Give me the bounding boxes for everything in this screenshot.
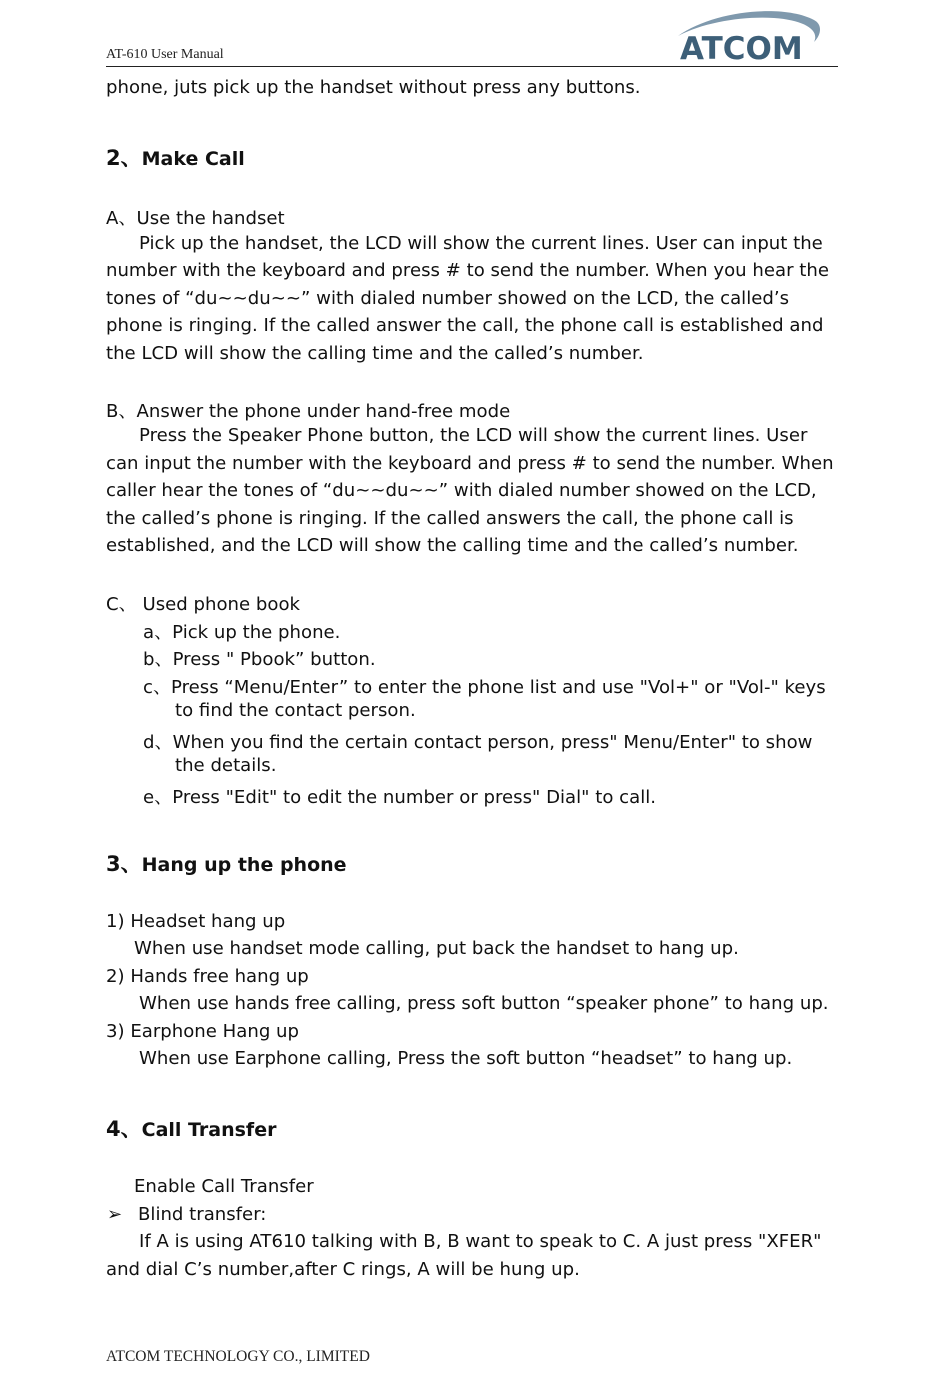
- paragraph-line: If A is using AT610 talking with B, B want to speak to C. A just press "XFER": [139, 1231, 822, 1252]
- header-title: AT-610 User Manual: [106, 47, 224, 62]
- item-description: When use hands free calling, press soft button “speaker phone” to hang up.: [139, 993, 829, 1014]
- item-description: When use handset mode calling, put back the handset to hang up.: [134, 938, 739, 959]
- section-number: 3、: [106, 852, 142, 876]
- section-number: 2、: [106, 146, 142, 170]
- numbered-item: 3) Earphone Hang up: [106, 1021, 300, 1042]
- intro-text: phone, juts pick up the handset without press any buttons.: [106, 77, 641, 98]
- paragraph-line: Pick up the handset, the LCD will show the current lines. User can input the: [139, 233, 823, 254]
- section-title: Make Call: [141, 148, 245, 170]
- list-item: d、When you find the certain contact person, press" Menu/Enter" to show: [143, 732, 813, 753]
- paragraph-line: Press the Speaker Phone button, the LCD will show the current lines. User: [139, 425, 808, 446]
- list-item-continuation: to find the contact person.: [175, 700, 416, 721]
- list-item: b、Press " Pbook” button.: [143, 649, 376, 670]
- item-description: When use Earphone calling, Press the soft button “headset” to hang up.: [139, 1048, 793, 1069]
- list-item-continuation: the details.: [175, 755, 277, 776]
- numbered-item: 1) Headset hang up: [106, 911, 286, 932]
- list-item: e、Press "Edit" to edit the number or press" Dial" to call.: [143, 787, 657, 808]
- section-heading-call-transfer: [106, 1113, 276, 1143]
- arrow-bullet-icon: ➢: [107, 1204, 123, 1225]
- logo-text: ATCOM: [680, 31, 803, 66]
- bullet-item: Blind transfer:: [138, 1204, 267, 1225]
- paragraph-line: number with the keyboard and press # to send the number. When you hear the: [106, 260, 829, 281]
- section-heading-hang-up: [106, 848, 347, 878]
- paragraph-line: the called’s phone is ringing. If the called answers the call, the phone call is: [106, 508, 794, 529]
- header-rule: [106, 66, 838, 67]
- subsection-title: B、Answer the phone under hand-free mode: [106, 401, 511, 422]
- atcom-logo: [664, 6, 826, 66]
- section-number: 4、: [106, 1117, 142, 1141]
- paragraph-line: and dial C’s number,after C rings, A will be hung up.: [106, 1259, 580, 1280]
- section-title: Hang up the phone: [141, 854, 347, 876]
- list-item: c、Press “Menu/Enter” to enter the phone list and use "Vol+" or "Vol-" keys: [143, 677, 826, 698]
- paragraph-line: can input the number with the keyboard and press # to send the number. When: [106, 453, 834, 474]
- footer-company: ATCOM TECHNOLOGY CO., LIMITED: [106, 1348, 370, 1365]
- subsection-title: Enable Call Transfer: [134, 1176, 314, 1197]
- subsection-title: A、Use the handset: [106, 208, 285, 229]
- paragraph-line: caller hear the tones of “du~~du~~” with dialed number showed on the LCD,: [106, 480, 817, 501]
- numbered-item: 2) Hands free hang up: [106, 966, 309, 987]
- paragraph-line: phone is ringing. If the called answer the call, the phone call is established and: [106, 315, 824, 336]
- paragraph-line: established, and the LCD will show the calling time and the called’s number.: [106, 535, 799, 556]
- section-heading-make-call: [106, 142, 245, 172]
- list-item: a、Pick up the phone.: [143, 622, 341, 643]
- paragraph-line: tones of “du~~du~~” with dialed number showed on the LCD, the called’s: [106, 288, 790, 309]
- section-title: Call Transfer: [141, 1119, 277, 1141]
- paragraph-line: the LCD will show the calling time and the called’s number.: [106, 343, 644, 364]
- subsection-title: C、 Used phone book: [106, 594, 300, 615]
